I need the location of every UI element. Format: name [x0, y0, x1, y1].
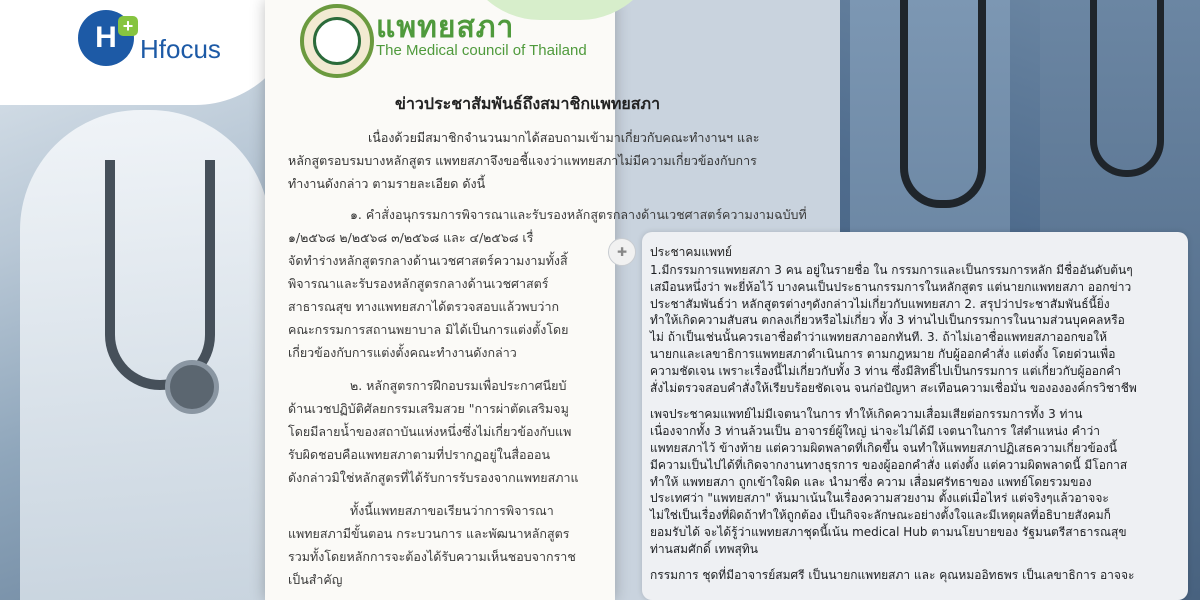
comment-line: ท่านสมศักดิ์ เทพสุทิน: [650, 541, 758, 556]
comment-line: 1.มีกรรมการแพทยสภา 3 คน อยู่ในรายชื่อ ใน กรรมการและเป็นกรรมการหลัก มีชื่ออันดับต้นๆ: [650, 263, 1133, 277]
document-body-line: สาธารณสุข ทางแพทยสภาได้ตรวจสอบแล้วพบว่าก: [288, 299, 560, 314]
avatar-icon[interactable]: ✚: [608, 238, 636, 266]
comment-line: มีความเป็นไปได้ที่เกิดจากงานทางธุรการ ของผู้ออกคำสั่ง แต่งตั้ง แต่ความผิดพลาดนี้ มีโอกาส: [650, 457, 1128, 472]
comment-line: ไม่ ถ้าเป็นเช่นนั้นควรเอาชื่อตำว่าแพทยสภาออกทันที. 3. ถ้าไม่เอาชื่อแพทยสภาออกขอให้: [650, 330, 1108, 345]
document-body-line: เป็นสำคัญ: [288, 572, 343, 587]
comment-line: เพจประชาคมแพทย์ไม่มีเจตนาในการ ทำให้เกิดความเสื่อมเสียต่อกรรมการทั้ง 3 ท่าน: [650, 407, 1083, 422]
logo-mark-letter: H: [95, 21, 117, 54]
comment-line: ไม่ใช่เป็นเรื่องที่ผิดถ้าทำให้ถูกต้อง เป็นกิจจะลักษณะอย่างตั้งใจและมีเหตุผลที่อธิบายสังคมก็: [650, 508, 1111, 523]
comment-line: เสมือนหนึ่งว่า พะยี่ห้อไว้ บางคนเป็นประธานกรรมการในหลักสูตร แต่นายกแพทยสภา ออกข่าว: [650, 279, 1132, 294]
document-intro-line: เนื่องด้วยมีสมาชิกจำนวนมากได้สอบถามเข้ามาเกี่ยวกับคณะทำงานฯ และ: [368, 130, 760, 145]
stethoscope-chestpiece-icon: [165, 360, 219, 414]
stethoscope-icon: [105, 160, 215, 390]
comment-author[interactable]: ประชาคมแพทย์: [650, 245, 732, 259]
document-body-line: รับผิดชอบคือแพทยสภาตามที่ปรากฏอยู่ในสื่อออน: [288, 447, 551, 462]
document-body-line: ๒. หลักสูตรการฝึกอบรมเพื่อประกาศนียบั: [350, 378, 567, 393]
document-body-line: เกี่ยวข้องกับการแต่งตั้งคณะทำงานดังกล่าว: [288, 345, 517, 360]
comment-line: ประเทศว่า "แพทยสภา" ห้นมาเน้นในเรื่องความสวยงาม ตั้งแต่เมื่อไหร่ แต่จริงๆแล้วอาจจะ: [650, 491, 1109, 506]
document-body-line: จัดทำร่างหลักสูตรกลางด้านเวชศาสตร์ความงามทั้งสิ้: [288, 253, 568, 268]
comment-line: ความชัดเจน เพราะเรื่องนี้ไม่เกี่ยวกับทั้ง 3 ท่าน ซึ่งมีสิทธิ์ไปเป็นกรรมการ แต่เกี่ยวกับผู้ออกคำ: [650, 363, 1122, 378]
document-body-line: แพทยสภามีขั้นตอน กระบวนการ และพัฒนาหลักสูตร: [288, 526, 570, 541]
comment-line: ทำให้ แพทยสภา ถูกเข้าใจผิด และ นำมาซึ่ง ความ เสื่อมศรัทธาของ แพทย์โดยรวมของ: [650, 474, 1092, 489]
document-title: ข่าวประชาสัมพันธ์ถึงสมาชิกแพทยสภา: [395, 94, 661, 113]
council-name-english: The Medical council of Thailand: [376, 42, 587, 59]
document-body-line: พิจารณาและรับรองหลักสูตรกลางด้านเวชศาสตร์: [288, 276, 549, 291]
document-body-line: ด้านเวชปฏิบัติศัลยกรรมเสริมสวย "การผ่าตัดเสริมจมู: [288, 401, 569, 416]
document-body-line: ๑/๒๕๖๘ ๒/๒๕๖๘ ๓/๒๕๖๘ และ ๔/๒๕๖๘ เรื่: [288, 230, 534, 245]
brand-name: Hfocus: [140, 34, 221, 64]
comment-line: แพทยสภาไว้ ข้างท้าย แต่ความผิดพลาดที่เกิดขึ้น จนทำให้แพทยสภาปฏิเสธความเกี่ยวข้องนี้: [650, 440, 1117, 455]
comment-line: ยอมรับได้ จะได้รู้ว่าแพทยสภาชุดนี้เน้น medical Hub ตามนโยบายของ รัฐมนตรีสาธารณสุข: [650, 524, 1127, 539]
stethoscope-icon: [900, 0, 986, 208]
medical-council-seal-icon: [300, 4, 374, 78]
document-intro-line: ทำงานดังกล่าว ตามรายละเอียด ดังนี้: [288, 176, 486, 191]
document-intro-line: หลักสูตรอบรมบางหลักสูตร แพทยสภาจึงขอชี้แจงว่าแพทยสภาไม่มีความเกี่ยวข้องกับการ: [288, 153, 757, 168]
stethoscope-icon-2: [1090, 0, 1164, 177]
comment-line: ประชาสัมพันธ์ว่า หลักสูตรต่างๆดังกล่าวไม่เกี่ยวกับแพทยสภา 2. สรุปว่าประชาสัมพันธ์นี้ยิ่ง: [650, 296, 1110, 311]
plus-icon: +: [118, 16, 138, 36]
comment-text: [650, 262, 1182, 583]
document-body-line: โดยมีลายน้ำของสถาบันแห่งหนึ่งซึ่งไม่เกี่ยวข้องกับแพ: [288, 424, 572, 439]
document-body-line: ทั้งนี้แพทยสภาขอเรียนว่าการพิจารณา: [350, 503, 554, 518]
document-body-line: รวมทั้งโดยหลักการจะต้องได้รับความเห็นชอบจากราช: [288, 549, 576, 564]
hfocus-logo-icon: [78, 10, 134, 66]
document-body-line: คณะกรรมการสถานพยาบาล มิได้เป็นการแต่งตั้งโดย: [288, 322, 569, 337]
document-body-line: ๑. คำสั่งอนุกรรมการพิจารณาและรับรองหลักสูตรกลางด้านเวชศาสตร์ความงามฉบับที่: [350, 207, 807, 222]
comment-line: สั่งไม่ตรวจสอบคำสั่งให้เรียบร้อยชัดเจน จนก่อปัญหา สะเทือนความเชื่อมั่น ของององค์กรวิชาชีพ: [650, 380, 1137, 395]
comment-line: นายกและเลขาธิการแพทยสภาดำเนินการ ตามกฎหมาย กับผู้ออกคำสั่ง แต่งตั้ง โดยด่วนเพื่อ: [650, 346, 1116, 361]
comment-line: เนื่องจากทั้ง 3 ท่านล้วนเป็น อาจารย์ผู้ใหญ่ น่าจะไม่ได้มี เจตนาในการ ใส่ตำแหน่ง คำว่า: [650, 424, 1100, 439]
council-name-thai: แพทยสภา: [376, 10, 515, 45]
comment-line: ทำให้เกิดความสับสน ตกลงเกี่ยวหรือไม่เกี่ยว ทั้ง 3 ท่านไปเป็นกรรมการในนามส่วนบุคคลหรือ: [650, 313, 1125, 328]
comment-line: กรรมการ ชุดที่มีอาจารย์สมศรี เป็นนายกแพทยสภา และ คุณหมออิทธพร เป็นเลขาธิการ อาจจะ: [650, 567, 1135, 582]
document-body-line: ดังกล่าวมิใช่หลักสูตรที่ได้รับการรับรองจากแพทยสภาแ: [288, 470, 579, 485]
